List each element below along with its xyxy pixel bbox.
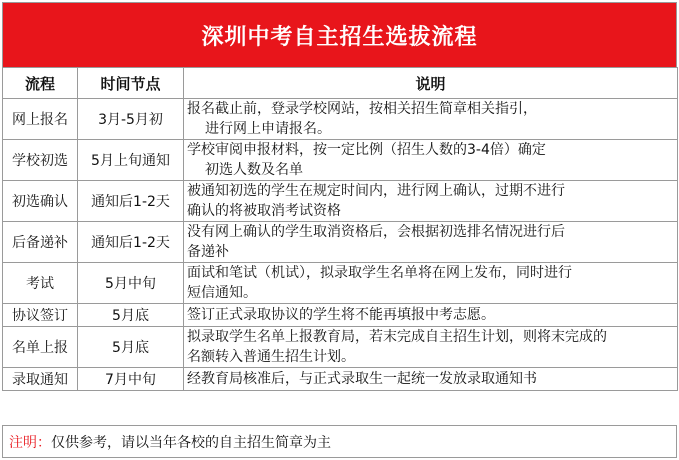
process-table [2,67,678,391]
cell-desc [184,99,678,140]
cell-desc [184,181,678,222]
desc-line: 面试和笔试（机试），拟录取学生名单将在网上发布，同时进行 [187,265,572,281]
desc-line: 拟录取学生名单上报教育局，若末完成自主招生计划，则将末完成的 [187,329,607,345]
column-header-time: 时间节点 [78,68,184,99]
cell-desc [184,263,678,304]
cell-step: 协议签订 [3,304,78,327]
desc-line: 学校审阅申报材料，按一定比例（招生人数的3-4倍）确定 [187,142,546,158]
cell-time: 7月中旬 [78,368,184,391]
cell-desc [184,140,678,181]
table-row [3,368,678,391]
cell-time: 5月上旬通知 [78,140,184,181]
cell-step: 后备递补 [3,222,78,263]
footnote [2,425,677,458]
cell-step: 学校初选 [3,140,78,181]
table-row [3,263,678,304]
cell-desc [184,304,678,327]
table-row [3,222,678,263]
desc-line: 短信通知。 [187,285,257,301]
table-row [3,181,678,222]
desc-line: 报名截止前，登录学校网站，按相关招生简章相关指引， [187,101,537,117]
desc-line: 进行网上申请报名。 [205,121,331,137]
cell-time: 通知后1-2天 [78,181,184,222]
table-row [3,99,678,140]
desc-line: 被通知初选的学生在规定时间内，进行网上确认，过期不进行 [187,183,565,199]
footnote-label: 注明： [9,434,51,451]
cell-time: 3月-5月初 [78,99,184,140]
table-row [3,140,678,181]
cell-time: 5月底 [78,327,184,368]
cell-step: 初选确认 [3,181,78,222]
cell-desc [184,222,678,263]
table-row [3,327,678,368]
desc-line: 初选人数及名单 [205,162,303,178]
cell-time: 5月底 [78,304,184,327]
table-header-row [3,68,678,99]
footnote-text: 仅供参考，请以当年各校的自主招生简章为主 [51,434,331,451]
column-header-desc: 说明 [184,68,678,99]
cell-step: 录取通知 [3,368,78,391]
cell-time: 5月中旬 [78,263,184,304]
desc-line: 确认的将被取消考试资格 [187,203,341,219]
desc-line: 没有网上确认的学生取消资格后，会根据初选排名情况进行后 [187,224,565,240]
cell-step: 网上报名 [3,99,78,140]
desc-line: 经教育局核准后，与正式录取生一起统一发放录取通知书 [187,371,537,387]
column-header-step: 流程 [3,68,78,99]
cell-desc [184,327,678,368]
cell-step: 名单上报 [3,327,78,368]
desc-line: 备递补 [187,244,229,260]
desc-line: 名额转入普通生招生计划。 [187,349,355,365]
cell-desc [184,368,678,391]
desc-line: 签订正式录取协议的学生将不能再填报中考志愿。 [187,307,495,323]
page-title: 深圳中考自主招生选拔流程 [2,2,677,68]
table-row [3,304,678,327]
cell-step: 考试 [3,263,78,304]
cell-time: 通知后1-2天 [78,222,184,263]
